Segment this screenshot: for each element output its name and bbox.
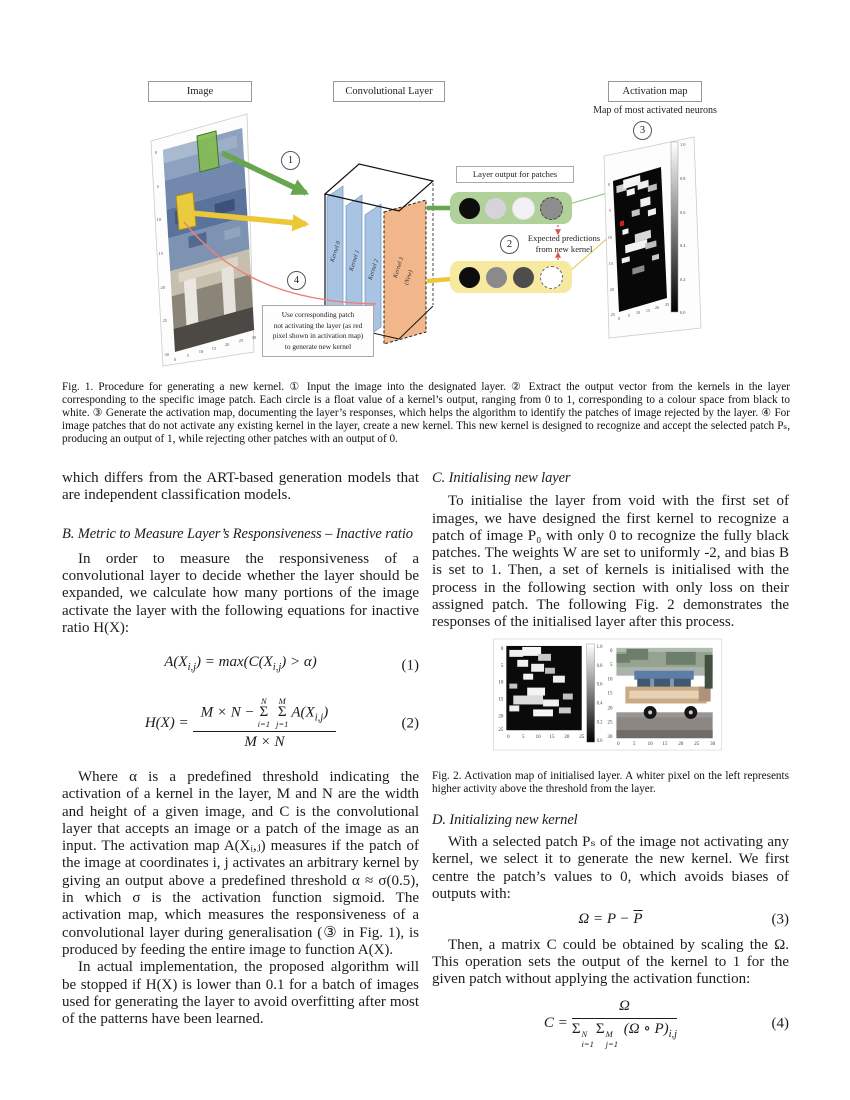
paragraph: Where α is a predefined threshold indicating the activation of a kernel in the layer, M and N are the width and height of a given image, and C is the convolutional layer that accepts an image or a patch of the image as an input. The activation map A(Xᵢ,ⱼ) measures if the patch of the image at coordinates i, j activates an arbitrary kernel by giving an output above a predefined threshold α ≈ σ(0.5), in which σ is the activation function sigmoid. The activation map, which measures the responsiveness of a convolutional layer during generalisation (③ in Fig. 1), is produced by feeding the entire image to function A(X). xyxy=(62,768,419,958)
axis-tick: 25 xyxy=(498,727,504,733)
expected-line-1: Expected predictions xyxy=(527,233,601,243)
figure-2 xyxy=(430,637,789,766)
figure-1-caption: Fig. 1. Procedure for generating a new kernel. ① Input the image into the designated layer. ② Extract the output vector from the kernels in the layer corresponding to the specific image patch. Each circle is a float value of a kernel’s output, ranging from 0 to 1, corresponding to a colour space from black to white. ③ Generate the activation map, documenting the layer’s responses, which helps the algorithm to identify the patches of image rejected by the layer. ④ For image patches that do not activate any existing kernel in the layer, create a new kernel. This new kernel is designed to recognize and accept the selected patch Pₛ, producing an output of 1, while rejecting other patches with an output of 0. xyxy=(62,381,790,445)
axis-tick: 25 xyxy=(610,312,615,317)
axis-tick: 15 xyxy=(645,308,651,313)
equation-3-number: (3) xyxy=(771,911,789,928)
colorbar-tick: 0.8 xyxy=(596,663,603,669)
axis-tick: 5 xyxy=(521,734,525,740)
equation-4-body: C = Ω Σ N i=1 Σ M j=1 (Ω ∘ $P)_{i,j}$ xyxy=(543,998,678,1050)
colorbar-tick: 0.2 xyxy=(596,719,603,725)
expected-line-2: from new kernel xyxy=(535,243,593,254)
axis-tick: 20 xyxy=(564,734,570,740)
equation-3 xyxy=(432,911,789,928)
section-heading-b: B. Metric to Measure Layer’s Responsiveness – Inactive ratio xyxy=(62,525,413,542)
step-3-badge: 3 xyxy=(633,121,652,140)
axis-tick: 20 xyxy=(654,305,660,310)
axis-tick: 10 xyxy=(198,349,204,354)
axis-tick: 20 xyxy=(160,285,165,290)
equation-1-number: (1) xyxy=(401,656,419,673)
axis-tick: 0 xyxy=(617,316,621,321)
axis-tick: 10 xyxy=(535,734,541,740)
new-kernel-note xyxy=(262,305,374,357)
yellow-output-row xyxy=(450,261,572,293)
equation-2-body: H(X) = M × N − N Σ i=1 M Σ j=1 $A(X_{i,j})$ M × N xyxy=(145,715,336,731)
kernel-3-new-slab xyxy=(384,200,426,344)
green-patch xyxy=(197,131,219,172)
figure-2-caption: Fig. 2. Activation map of initialised layer. A whiter pixel on the left represents higher activity above the threshold from the layer. xyxy=(432,769,789,795)
axis-tick: 5 xyxy=(609,662,613,668)
layer-output-label: Layer output for patches xyxy=(456,166,574,183)
axis-tick: 30 xyxy=(710,741,716,747)
axis-tick: 15 xyxy=(607,691,613,697)
axis-tick: 0 xyxy=(173,357,177,362)
section-heading-d: D. Initializing new kernel xyxy=(432,811,578,828)
axis-tick: 10 xyxy=(607,235,612,240)
kernel-3-new-label: (New) xyxy=(402,269,415,286)
figure-2-diagram xyxy=(430,637,787,761)
kernel-3-label: Kernel 3 xyxy=(391,256,406,279)
figure-1-diagram xyxy=(0,0,850,378)
equation-3-body: $\Omega = P - \overline{P}$ xyxy=(578,911,643,928)
axis-tick: 20 xyxy=(498,714,504,720)
note-line: not activating the layer (as red xyxy=(273,320,363,330)
activation-map-subtitle: Map of most activated neurons xyxy=(593,105,717,116)
axis-tick: 5 xyxy=(633,741,636,747)
colorbar-tick: 0.4 xyxy=(596,701,603,707)
axis-tick: 25 xyxy=(579,734,585,740)
axis-tick: 15 xyxy=(211,346,217,351)
note-line: pixel shown in activation map) xyxy=(272,331,364,341)
colorbar-tick: 0.4 xyxy=(680,243,686,248)
yellow-connector xyxy=(427,279,451,281)
equation-1-body: $A(X_{i,j}) = \max(C(X_{i,j}) > \alpha)$ xyxy=(164,654,317,674)
paragraph: With a selected patch Pₛ of the image not activating any kernel, we select it to generate the new kernel. We first centre the patch’s values to 0, which avoids biases of outputs with: xyxy=(432,834,789,902)
expected-predictions-note xyxy=(516,233,612,254)
colorbar-tick: 0.8 xyxy=(680,176,686,181)
paragraph: In actual implementation, the proposed algorithm will be stopped if H(X) is lower than 0.1 for a batch of images used for generating the layer to avoid overfitting after most of the patterns have been learned. xyxy=(62,959,419,1028)
axis-tick: 5 xyxy=(156,184,159,189)
colorbar xyxy=(671,142,678,312)
paragraph: To initialise the layer from void with the first set of images, we have designed the first kernel to recognize a patch of image P₀ with only 0 to recognize the fully black patches. The weights W are set to uniformly -2, and bias B is set to 1. Then, a set of kernels is initialised with the process in the following section with only loss on their assigned patch. The following Fig. 2 demonstrates the responses of the initialised layer after this process. xyxy=(432,493,789,631)
axis-tick: 0 xyxy=(154,150,157,155)
colorbar-tick: 1.0 xyxy=(596,644,603,650)
equation-4 xyxy=(432,998,789,1048)
conv-layer-box-label: Convolutional Layer xyxy=(333,81,445,102)
axis-tick: 10 xyxy=(607,677,613,683)
activation-map-panel xyxy=(604,137,701,338)
kernel-2-label: Kernel 2 xyxy=(366,258,381,281)
axis-tick: 25 xyxy=(238,338,244,343)
axis-tick: 15 xyxy=(662,741,668,747)
axis-tick: 5 xyxy=(500,663,504,669)
axis-tick: 30 xyxy=(607,734,613,740)
axis-tick: 10 xyxy=(647,741,653,747)
axis-tick: 0 xyxy=(609,648,613,654)
axis-tick: 15 xyxy=(498,697,504,703)
axis-tick: 10 xyxy=(156,217,161,222)
colorbar-tick: 0.0 xyxy=(596,738,603,744)
colorbar-tick: 0.2 xyxy=(680,277,686,282)
axis-tick: 15 xyxy=(608,261,613,266)
step-2-badge: 2 xyxy=(500,235,519,254)
fig2-colorbar xyxy=(587,644,595,742)
equation-1 xyxy=(62,654,419,676)
output-circle-gray-dashed xyxy=(540,197,563,220)
paragraph: which differs from the ART-based generation models that are independent classification models. xyxy=(62,470,419,504)
note-line: to generate new kernel xyxy=(284,341,352,351)
axis-tick: 25 xyxy=(664,302,670,307)
output-circle-white xyxy=(512,197,535,220)
kernel-1-label: Kernel 1 xyxy=(347,249,362,272)
axis-tick: 30 xyxy=(164,352,169,357)
output-circle-black xyxy=(459,198,480,219)
equation-2-number: (2) xyxy=(401,715,419,732)
colorbar-tick: 0.0 xyxy=(680,310,686,315)
axis-tick: 20 xyxy=(224,342,230,347)
step-1-badge: 1 xyxy=(281,151,300,170)
output-circle-white-dashed xyxy=(540,266,563,289)
axis-tick: 0 xyxy=(607,182,610,187)
axis-tick: 25 xyxy=(162,318,167,323)
axis-tick: 25 xyxy=(607,719,613,725)
axis-tick: 5 xyxy=(186,353,190,358)
input-image-panel xyxy=(151,114,257,366)
output-circle-lightgray xyxy=(485,198,506,219)
axis-tick: 20 xyxy=(678,741,684,747)
equation-4-number: (4) xyxy=(771,1014,789,1031)
colorbar-tick: 0.6 xyxy=(596,682,603,688)
left-column xyxy=(62,470,419,1028)
step-4-badge: 4 xyxy=(287,271,306,290)
output-circle-gray xyxy=(486,267,507,288)
axis-tick: 20 xyxy=(607,706,613,712)
paragraph: Then, a matrix C could be obtained by scaling the Ω. This operation sets the output of the kernel to 1 for the given patch without applying the activation function: xyxy=(432,936,789,988)
right-column xyxy=(432,470,789,1059)
axis-tick: 30 xyxy=(251,335,257,340)
axis-tick: 5 xyxy=(608,208,611,213)
axis-tick: 0 xyxy=(617,741,620,747)
axis-tick: 10 xyxy=(498,680,504,686)
paragraph: In order to measure the responsiveness of a convolutional layer to decide whether the layer should be expanded, we calculate how many portions of the image activate the layer with the following equations for inactive ratio H(X): xyxy=(62,550,419,637)
kernel-0-label: Kernel 0 xyxy=(328,240,343,263)
axis-tick: 20 xyxy=(609,287,614,292)
axis-tick: 15 xyxy=(549,734,555,740)
activation-map-box-label: Activation map xyxy=(608,81,702,102)
colorbar-tick: 0.6 xyxy=(680,210,686,215)
activation-map-pixels xyxy=(613,167,670,312)
equation-2 xyxy=(62,697,419,751)
section-heading-c: C. Initialising new layer xyxy=(432,470,571,486)
output-circle-black-2 xyxy=(459,267,480,288)
green-output-row xyxy=(450,192,572,224)
axis-tick: 10 xyxy=(635,310,641,315)
colorbar-tick: 1.0 xyxy=(680,142,686,147)
fig2-car-image xyxy=(616,648,712,738)
image-box-label: Image xyxy=(148,81,252,102)
fig2-activation-map xyxy=(506,646,581,730)
axis-tick: 25 xyxy=(694,741,700,747)
axis-tick: 5 xyxy=(627,313,631,318)
axis-tick: 15 xyxy=(158,251,163,256)
note-line: Use corresponding patch xyxy=(281,310,355,319)
axis-tick: 0 xyxy=(500,646,504,652)
axis-tick: 0 xyxy=(507,734,510,740)
output-circle-darkgray xyxy=(513,267,534,288)
